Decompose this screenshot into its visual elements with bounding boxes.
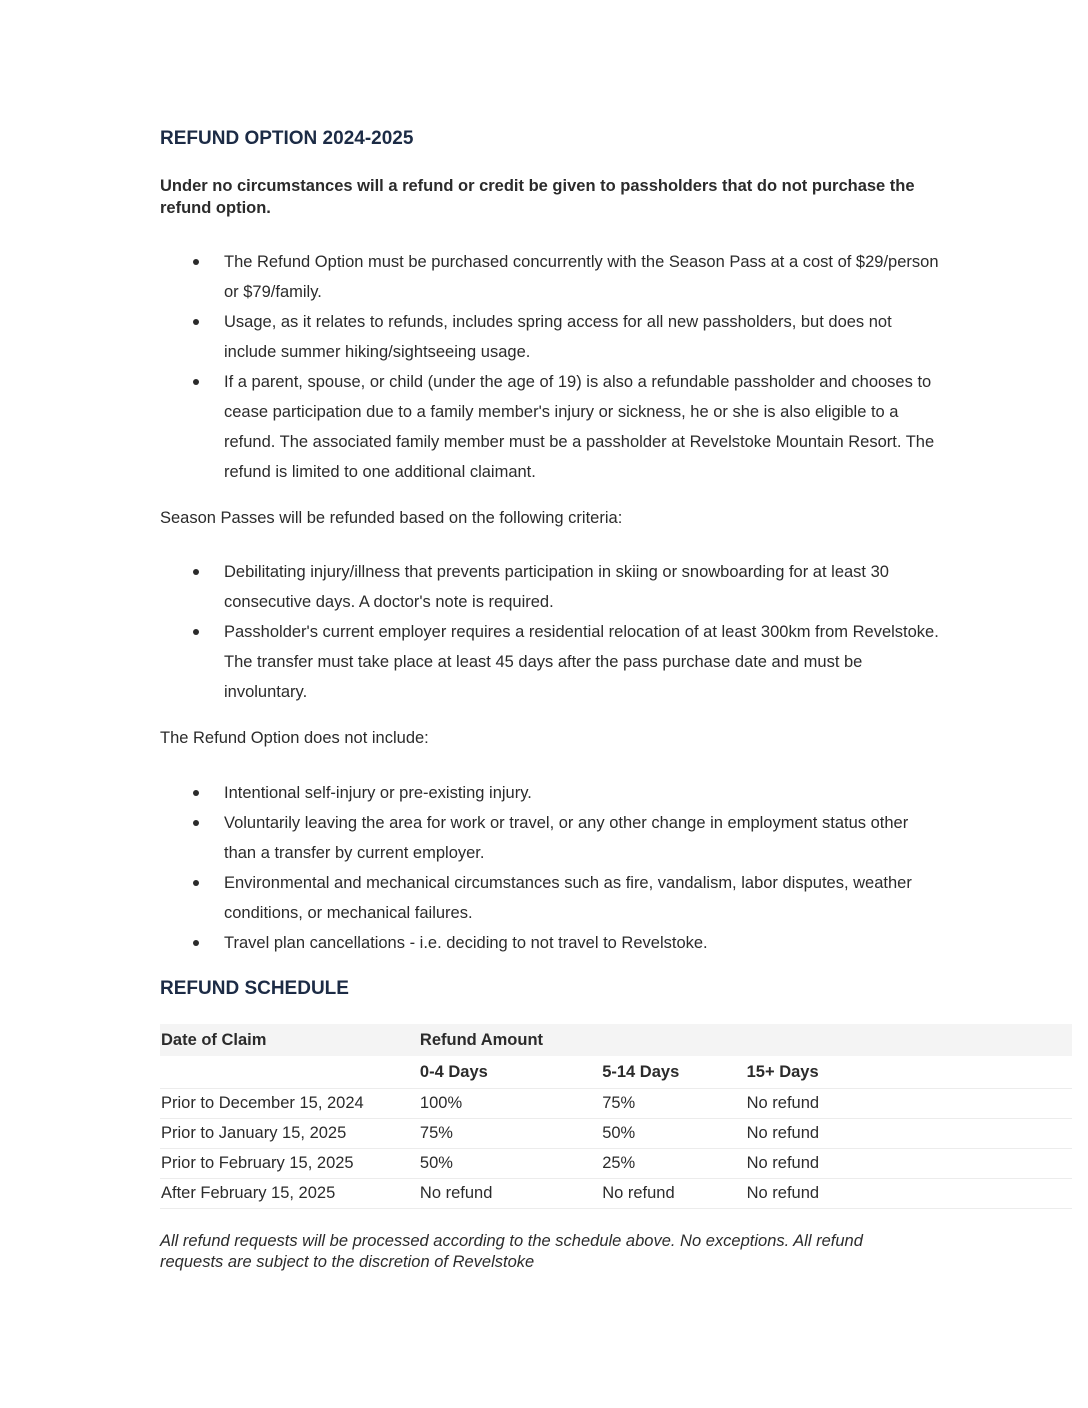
section-title-refund-schedule: REFUND SCHEDULE — [160, 978, 349, 999]
header-cell: Refund Amount — [419, 1024, 601, 1056]
header-cell — [601, 1024, 745, 1056]
bullet-icon — [193, 880, 199, 886]
table-cell: No refund — [746, 1149, 1072, 1179]
list-item: The Refund Option must be purchased concurrently with the Season Pass at a cost of $29/person or $79/family. — [160, 247, 940, 307]
list-item: Environmental and mechanical circumstances such as fire, vandalism, labor disputes, weather conditions, or mechanical failures. — [160, 868, 940, 928]
refund-schedule-table — [160, 1024, 1072, 1209]
table-cell: No refund — [419, 1179, 601, 1209]
section-title-refund-option: REFUND OPTION 2024-2025 — [160, 128, 414, 149]
table-row — [160, 1089, 1072, 1119]
table-row — [160, 1179, 1072, 1209]
criteria-list — [160, 557, 940, 707]
header-cell — [746, 1024, 1072, 1056]
table-row — [160, 1119, 1072, 1149]
criteria-lead: Season Passes will be refunded based on the following criteria: — [160, 509, 623, 527]
table-header-row — [160, 1024, 1072, 1056]
table-cell: No refund — [746, 1179, 1072, 1209]
table-cell: No refund — [746, 1089, 1072, 1119]
refund-option-list — [160, 247, 940, 487]
bullet-icon — [193, 259, 199, 265]
header-cell: 15+ Days — [746, 1056, 1072, 1089]
table-cell: Prior to December 15, 2024 — [160, 1089, 419, 1119]
list-item: Intentional self-injury or pre-existing injury. — [160, 778, 940, 808]
table-cell: 75% — [419, 1119, 601, 1149]
table-row — [160, 1149, 1072, 1179]
bullet-icon — [193, 629, 199, 635]
list-item: Travel plan cancellations - i.e. deciding to not travel to Revelstoke. — [160, 928, 940, 958]
header-cell: Date of Claim — [160, 1024, 419, 1056]
table-cell: 100% — [419, 1089, 601, 1119]
intro-notice: Under no circumstances will a refund or credit be given to passholders that do not purchase the refund option. — [160, 177, 915, 217]
bullet-icon — [193, 940, 199, 946]
bullet-icon — [193, 820, 199, 826]
list-item: Debilitating injury/illness that prevents participation in skiing or snowboarding for at least 30 consecutive days. A doctor's note is required. — [160, 557, 940, 617]
table-cell: No refund — [601, 1179, 745, 1209]
list-item: Passholder's current employer requires a residential relocation of at least 300km from Revelstoke. The transfer must take place at least 45 days after the pass purchase date and must be involuntary. — [160, 617, 940, 707]
bullet-icon — [193, 569, 199, 575]
table-subheader-row — [160, 1056, 1072, 1089]
exclusions-lead: The Refund Option does not include: — [160, 729, 429, 747]
list-item: Usage, as it relates to refunds, includes spring access for all new passholders, but does not include summer hiking/sightseeing usage. — [160, 307, 940, 367]
table-cell: 50% — [419, 1149, 601, 1179]
header-cell — [160, 1056, 419, 1089]
bullet-icon — [193, 319, 199, 325]
bullet-icon — [193, 379, 199, 385]
header-cell: 0-4 Days — [419, 1056, 601, 1089]
table-cell: 50% — [601, 1119, 745, 1149]
list-item: If a parent, spouse, or child (under the age of 19) is also a refundable passholder and chooses to cease participation due to a family member's injury or sickness, he or she is also eligible to a refund. The associated family member must be a passholder at Revelstoke Mountain Resort. The refund is limited to one additional claimant. — [160, 367, 940, 487]
table-cell: 25% — [601, 1149, 745, 1179]
table-cell: Prior to February 15, 2025 — [160, 1149, 419, 1179]
list-item: Voluntarily leaving the area for work or travel, or any other change in employment status other than a transfer by current employer. — [160, 808, 940, 868]
schedule-footnote: All refund requests will be processed according to the schedule above. No exceptions. All refund requests are subject to the discretion of Revelstoke — [160, 1232, 863, 1271]
exclusions-list — [160, 778, 940, 958]
bullet-icon — [193, 790, 199, 796]
table-cell: No refund — [746, 1119, 1072, 1149]
table-cell: 75% — [601, 1089, 745, 1119]
table-cell: After February 15, 2025 — [160, 1179, 419, 1209]
header-cell: 5-14 Days — [601, 1056, 745, 1089]
table-cell: Prior to January 15, 2025 — [160, 1119, 419, 1149]
